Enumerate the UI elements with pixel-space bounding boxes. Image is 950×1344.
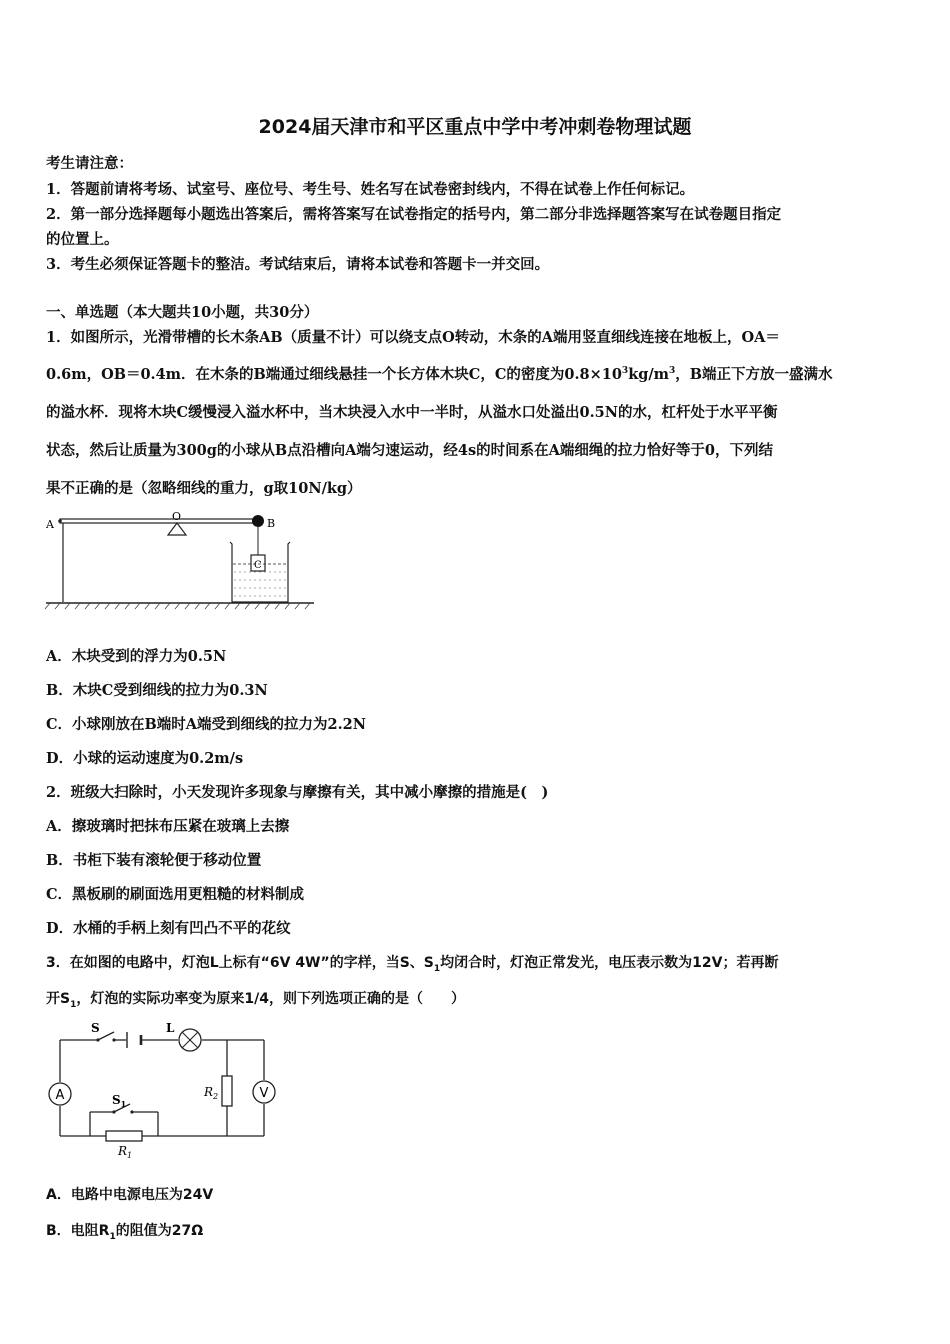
lever-diagram: [44, 508, 316, 612]
q3-stem-line: 开$S_1$，灯泡的实际功率变为原来1/4，则下列选项正确的是（ ）: [46, 991, 465, 1010]
label-o: O: [172, 510, 182, 523]
q1-stem-line: 的溢水杯．现将木块C缓慢浸入溢水杯中，当木块浸入水中一半时，从溢水口处溢出0.5N的水，杠杆处于水平平衡: [46, 404, 778, 421]
lever-end-a: [58, 519, 62, 523]
label-s1: $S_1$: [112, 1093, 127, 1109]
circuit-wires: [60, 1040, 264, 1136]
q2-stem: 2．班级大扫除时，小天发现许多现象与摩擦有关，其中减小摩擦的措施是( ): [46, 784, 549, 801]
q1-option-a: A．木块受到的浮力为0.5N: [46, 648, 227, 665]
q1-stem-line: 1．如图所示，光滑带槽的长木条AB（质量不计）可以绕支点O转动，木条的A端用竖直细线连接在地板上，OA＝: [46, 329, 780, 346]
resistor-r1: [106, 1131, 142, 1141]
label-b: B: [267, 517, 276, 530]
q1-option-b: B．木块C受到细线的拉力为0.3N: [46, 682, 268, 699]
q2-option-a: A．擦玻璃时把抹布压紧在玻璃上去擦: [46, 818, 290, 835]
q2-option-d: D．水桶的手柄上刻有凹凸不平的花纹: [46, 920, 291, 937]
lever-bar: [60, 519, 258, 523]
notice-item: 1．答题前请将考场、试室号、座位号、考生号、姓名写在试卷密封线内，不得在试卷上作任何标记。: [46, 181, 695, 198]
label-c: C: [254, 560, 262, 571]
ammeter-label: A: [55, 1088, 65, 1103]
label-a: A: [46, 518, 54, 531]
q3-stem-line: 3．在如图的电路中，灯泡L上标有“6V 4W”的字样，当S、$S_1$均闭合时，灯泡正常发光，电压表示数为12V；若再断: [46, 955, 779, 974]
label-s: S: [91, 1021, 100, 1035]
page-title: 2024届天津市和平区重点中学中考冲刺卷物理试题: [258, 116, 692, 138]
q1-stem-line: 果不正确的是（忽略细线的重力，g取10N/kg）: [46, 480, 362, 497]
notice-item: 的位置上。: [46, 231, 119, 248]
q2-option-c: C．黑板刷的刷面选用更粗糙的材料制成: [46, 886, 305, 903]
fulcrum-triangle: [168, 523, 186, 535]
label-l: L: [166, 1021, 175, 1035]
q1-stem-line: 0.6m，OB＝0.4m．在木条的B端通过细线悬挂一个长方体木块C，C的密度为$0.8\times 10^3kg/m^3$，B端正下方放一盛满水: [46, 366, 833, 383]
switch-s: [98, 1032, 114, 1040]
circuit-diagram: [44, 1020, 278, 1160]
q3-option-a: A．电路中电源电压为24V: [46, 1187, 214, 1203]
ball: [252, 515, 264, 527]
voltmeter-label: V: [259, 1086, 269, 1101]
q2-option-b: B．书柜下装有滚轮便于移动位置: [46, 852, 262, 869]
q1-stem-line: 状态，然后让质量为300g的小球从B点沿槽向A端匀速运动，经4s的时间系在A端细绳的拉力恰好等于0，下列结: [46, 442, 773, 459]
label-r1: $R_1$: [118, 1144, 133, 1160]
notice-item: 2．第一部分选择题每小题选出答案后，需将答案写在试卷指定的括号内，第二部分非选择题答案写在试卷题目指定: [46, 206, 782, 223]
label-r2: $R_2$: [204, 1085, 219, 1101]
floor-hatching: [45, 603, 310, 609]
q1-option-c: C．小球刚放在B端时A端受到细线的拉力为2.2N: [46, 716, 367, 733]
notice-item: 3．考生必须保证答题卡的整洁。考试结束后，请将本试卷和答题卡一并交回。: [46, 256, 550, 273]
resistor-r2: [222, 1076, 232, 1106]
notice-heading: 考生请注意：: [46, 155, 133, 172]
section-heading: 一、单选题（本大题共10小题，共30分）: [46, 304, 319, 321]
q3-option-b: B．电阻$R_1$的阻值为27Ω: [46, 1223, 204, 1242]
q1-option-d: D．小球的运动速度为0.2m/s: [46, 750, 244, 767]
